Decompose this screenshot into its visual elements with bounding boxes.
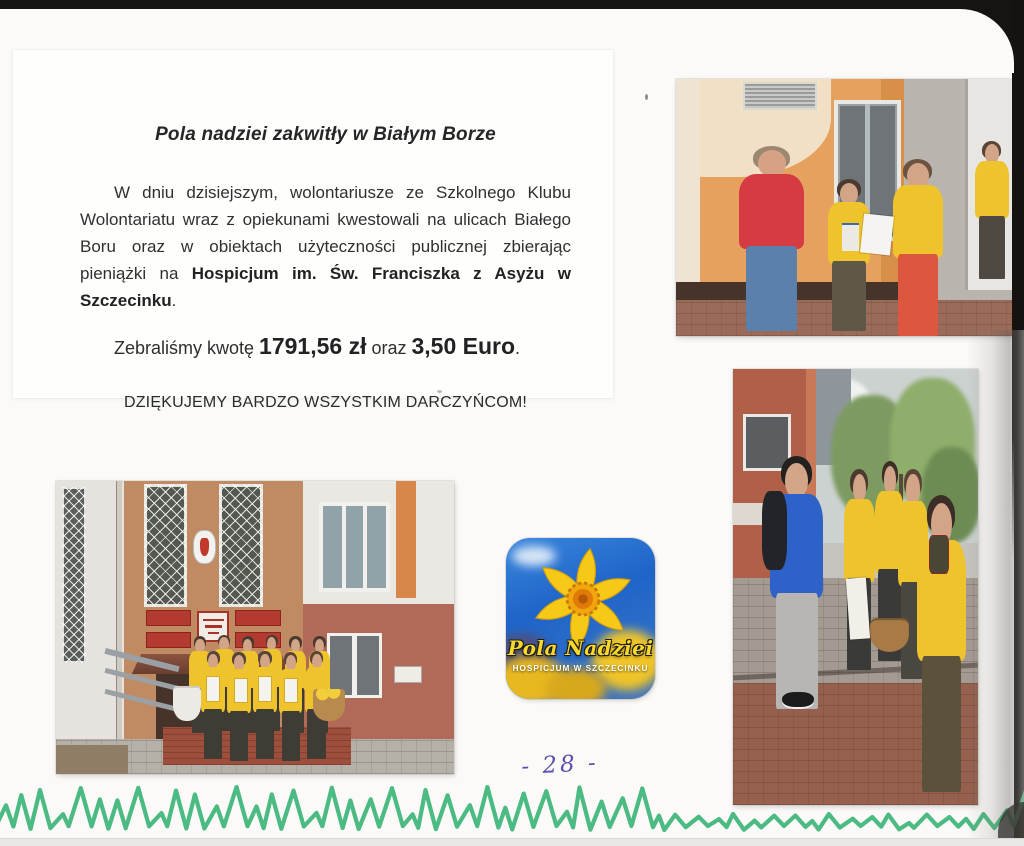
donation-can (842, 223, 859, 251)
vent-grille (743, 82, 817, 110)
flower-basket (313, 689, 345, 721)
figure-part (922, 656, 961, 792)
person-figure (199, 651, 227, 759)
paragraph-bold-hospice-name: Hospicjum im. Św. Franciszka z Asyżu w Szczecinku (80, 264, 572, 310)
figure-part (739, 174, 804, 250)
amount-pln: 1791,56 zł (259, 333, 367, 359)
page-number: - 28 - (520, 749, 600, 781)
amount-period: . (515, 338, 521, 358)
white-basket (173, 686, 201, 721)
person-figure (972, 141, 1012, 280)
eagle-mark (200, 538, 209, 556)
scan-edge-top (0, 0, 1024, 9)
scan-speck (437, 390, 442, 393)
figure-part (832, 261, 865, 331)
window-lattice (144, 484, 188, 607)
figure-part (204, 709, 222, 759)
person-figure (824, 179, 874, 331)
sneaker (782, 692, 814, 709)
photo-street-collection (733, 369, 978, 805)
collection-amount-line (114, 333, 605, 360)
eagle-emblem-plaque (194, 531, 215, 563)
thank-you-line: DZIĘKUJEMY BARDZO WSZYSTKIM DARCZYŃCOM! (123, 394, 528, 411)
scan-speck (645, 94, 648, 100)
paragraph-period: . (171, 291, 177, 310)
stair-window (144, 484, 188, 607)
donation-can (207, 677, 219, 700)
figure-part (282, 711, 300, 761)
flyer (861, 214, 895, 255)
paragraph-text: W dniu dzisiejszym, wolontariusze ze Szkolnego Klubu Wolontariatu wraz z opiekunami kwestowali na ulicach Białego Boru oraz w obiektach użyteczności publicznej zbierając pieniążki na (80, 183, 571, 283)
logo-subtitle: HOSPICJUM W SZCZECINKU (512, 664, 649, 673)
backpack (762, 491, 787, 569)
figure-part (844, 499, 875, 581)
downpipe (116, 481, 122, 739)
figure-part (898, 254, 938, 336)
red-signboard (235, 610, 281, 626)
big-window (319, 502, 391, 593)
figure-part (893, 185, 944, 258)
photo-group-school-building (56, 481, 454, 774)
uniform-patch (929, 535, 949, 574)
red-signboard (146, 610, 192, 626)
figure-part (979, 216, 1006, 280)
scan-edge-bottom (0, 838, 1024, 846)
amount-eur: 3,50 Euro (411, 333, 516, 359)
amount-prefix: Zebraliśmy kwotę (114, 338, 260, 358)
meter-box (394, 666, 422, 684)
figure-part (256, 709, 274, 759)
figure-part (975, 161, 1009, 218)
article-title: Pola nadziei zakwitły w Białym Borze (155, 124, 496, 145)
person-figure (251, 651, 279, 759)
person-figure (225, 652, 253, 760)
article-paragraph (80, 179, 571, 314)
amount-conjunction: oraz (366, 338, 412, 358)
wall-pilaster (676, 79, 700, 282)
window-lattice (62, 487, 86, 663)
donation-can (285, 679, 297, 702)
page-curl-shadow (966, 330, 1024, 846)
donation-can (235, 679, 247, 702)
window-lattice (219, 484, 263, 607)
red-signboard (146, 632, 192, 648)
donation-can (259, 677, 271, 700)
pola-nadziei-logo-sticker (506, 538, 655, 699)
stair-window (219, 484, 263, 607)
person-figure (888, 159, 948, 336)
figure-part (230, 711, 248, 761)
photo-donation-orange-building (676, 79, 1012, 336)
stair-window-left (62, 487, 86, 663)
orange-accent (396, 481, 416, 598)
dirt-patch (56, 745, 128, 774)
text-sheet (13, 50, 613, 411)
logo-title: Pola Nadziei (507, 636, 654, 660)
person-figure (277, 652, 305, 760)
figure-part (746, 246, 797, 331)
person-figure (733, 146, 810, 331)
